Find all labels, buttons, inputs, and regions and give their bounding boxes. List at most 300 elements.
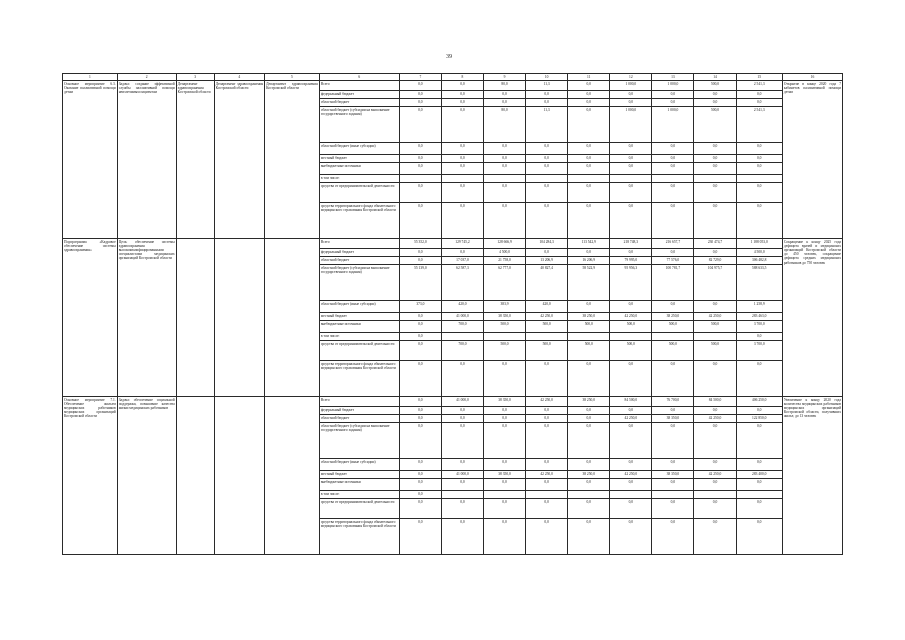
amount-cell: 0,0: [736, 459, 782, 471]
amount-cell: [694, 333, 736, 341]
amount-cell: 0,0: [652, 143, 694, 155]
amount-cell: 0,0: [441, 479, 483, 491]
amount-cell: 0,0: [736, 407, 782, 415]
funding-source-label: областной бюджет: [319, 415, 399, 423]
amount-cell: 0,0: [652, 301, 694, 313]
amount-cell: 0,0: [568, 519, 610, 555]
amount-cell: 0,0: [526, 479, 568, 491]
amount-cell: 0,0: [399, 499, 441, 519]
amount-cell: 0,0: [441, 459, 483, 471]
amount-cell: [526, 175, 568, 183]
amount-cell: 0,0: [694, 91, 736, 99]
amount-cell: [441, 175, 483, 183]
amount-cell: 0,0: [610, 143, 652, 155]
amount-cell: 0,0: [526, 91, 568, 99]
amount-cell: 0,0: [484, 519, 526, 555]
amount-cell: 0,0: [736, 99, 782, 107]
amount-cell: 0,0: [610, 407, 652, 415]
amount-cell: 420,0: [526, 301, 568, 313]
amount-cell: 0,0: [652, 407, 694, 415]
amount-cell: 0,0: [568, 143, 610, 155]
amount-cell: 104 975,7: [694, 265, 736, 301]
amount-cell: 0,0: [694, 361, 736, 397]
amount-cell: 0,0: [441, 407, 483, 415]
header-cell: 14: [694, 74, 736, 81]
amount-cell: 0,0: [568, 155, 610, 163]
amount-cell: 62 587,3: [441, 265, 483, 301]
amount-cell: 4 500,0: [736, 249, 782, 257]
amount-cell: 0,0: [399, 415, 441, 423]
amount-cell: 700,0: [441, 341, 483, 361]
funding-source-label: Всего: [319, 81, 399, 91]
amount-cell: 0,0: [399, 341, 441, 361]
amount-cell: 84 500,0: [610, 397, 652, 407]
amount-cell: 0,0: [526, 459, 568, 471]
funding-source-label: федеральный бюджет: [319, 249, 399, 257]
amount-cell: 700,0: [441, 321, 483, 333]
amount-cell: 0,0: [694, 519, 736, 555]
amount-cell: 82 729,0: [694, 257, 736, 265]
amount-cell: 0,0: [652, 91, 694, 99]
amount-cell: 0,0: [652, 479, 694, 491]
amount-cell: 13 206,9: [526, 257, 568, 265]
amount-cell: 588 633,5: [736, 265, 782, 301]
amount-cell: 0,0: [441, 163, 483, 175]
amount-cell: 0,0: [399, 99, 441, 107]
funding-source-label: средства от предпринимательской деятельности: [319, 341, 399, 361]
amount-cell: 0,0: [526, 143, 568, 155]
amount-cell: 0,0: [526, 407, 568, 415]
section-c5-cell: [265, 239, 320, 397]
amount-cell: 38 250,0: [568, 471, 610, 479]
funding-source-label: Всего: [319, 239, 399, 249]
amount-cell: 500,0: [484, 341, 526, 361]
amount-cell: 0,0: [441, 361, 483, 397]
amount-cell: 0,0: [526, 203, 568, 239]
amount-cell: 0,0: [694, 407, 736, 415]
amount-cell: 0,0: [399, 459, 441, 471]
amount-cell: 0,0: [441, 99, 483, 107]
funding-source-label: местный бюджет: [319, 471, 399, 479]
amount-cell: 100 781,7: [652, 265, 694, 301]
amount-cell: 62 777,0: [484, 265, 526, 301]
amount-cell: 0,0: [568, 91, 610, 99]
amount-cell: 500,0: [526, 321, 568, 333]
amount-cell: [694, 175, 736, 183]
amount-cell: 0,0: [610, 155, 652, 163]
amount-cell: [526, 491, 568, 499]
amount-cell: 0,0: [399, 397, 441, 407]
funding-source-label: федеральный бюджет: [319, 407, 399, 415]
amount-cell: 0,0: [652, 499, 694, 519]
expected-result-cell: Увеличение к концу 2020 года количества медицинских работников медицинских организаций Костромской области, получивших жилье, до 13 человек: [782, 397, 842, 555]
amount-cell: 0,0: [568, 459, 610, 471]
header-cell: 1: [63, 74, 118, 81]
section-c3-cell: [176, 239, 214, 397]
amount-cell: 122 850,0: [736, 415, 782, 423]
amount-cell: 0,0: [610, 203, 652, 239]
amount-cell: 42 250,0: [526, 313, 568, 321]
amount-cell: 0,0: [484, 459, 526, 471]
amount-cell: 42 250,0: [610, 471, 652, 479]
amount-cell: 0,0: [610, 183, 652, 203]
amount-cell: [652, 333, 694, 341]
amount-cell: 1 188 053,0: [736, 239, 782, 249]
amount-cell: 3 700,0: [736, 341, 782, 361]
amount-cell: 0,0: [484, 499, 526, 519]
amount-cell: 38 350,0: [652, 471, 694, 479]
amount-cell: [484, 333, 526, 341]
amount-cell: 2 541,3: [736, 107, 782, 143]
amount-cell: 0,0: [484, 203, 526, 239]
amount-cell: 406 250,0: [736, 397, 782, 407]
amount-cell: 38 350,0: [484, 313, 526, 321]
amount-cell: 0,0: [399, 423, 441, 459]
expected-result-cell: Сокращение к концу 2025 года дефицита врачей и медицинских организаций Костромской области до 450 человек, сокращение дефицита средних медицинских работников до 750 человек: [782, 239, 842, 397]
amount-cell: 0,0: [568, 99, 610, 107]
amount-cell: 0,0: [736, 519, 782, 555]
amount-cell: 55 352,0: [399, 239, 441, 249]
amount-cell: 1 000,0: [652, 107, 694, 143]
amount-cell: 0,0: [568, 415, 610, 423]
amount-cell: 0,0: [652, 249, 694, 257]
amount-cell: 0,0: [568, 407, 610, 415]
amount-cell: 41 000,0: [441, 471, 483, 479]
funding-source-label: областной бюджет (иные субсидии): [319, 301, 399, 313]
amount-cell: 0,0: [399, 249, 441, 257]
header-row: [63, 74, 843, 81]
amount-cell: 0,0: [526, 155, 568, 163]
amount-cell: 1 000,0: [610, 81, 652, 91]
header-cell: 16: [782, 74, 842, 81]
amount-cell: 306 482,8: [736, 257, 782, 265]
amount-cell: [568, 333, 610, 341]
amount-cell: 0,0: [652, 361, 694, 397]
funding-source-label: средства территориального фонда обязательного медицинского страхования Костромской области: [319, 361, 399, 397]
amount-cell: [399, 175, 441, 183]
amount-cell: 0,0: [736, 333, 782, 341]
amount-cell: 0,0: [568, 423, 610, 459]
amount-cell: 0,0: [610, 91, 652, 99]
amount-cell: 0,0: [441, 415, 483, 423]
section-c3-cell: Департамент здравоохранения Костромской области: [176, 81, 214, 239]
amount-cell: 0,0: [610, 499, 652, 519]
amount-cell: 76 700,0: [652, 397, 694, 407]
amount-cell: 1 258,9: [736, 301, 782, 313]
section-c1-cell: Подпрограмма «Кадровое обеспечение системы здравоохранения»: [63, 239, 118, 397]
amount-cell: 16 206,9: [568, 257, 610, 265]
amount-cell: 500,0: [694, 81, 736, 91]
funding-source-label: местный бюджет: [319, 313, 399, 321]
header-cell: 13: [652, 74, 694, 81]
section-c2-cell: Цель: обеспечение системы здравоохранения высококвалифицированными специалистами медицинских организаций Костромской области: [117, 239, 176, 397]
section-c1-cell: Основное мероприятие 6.3. Оказание паллиативной помощи детям: [63, 81, 118, 239]
amount-cell: 0,0: [526, 99, 568, 107]
section-c4-cell: [214, 239, 265, 397]
amount-cell: 0,0: [736, 143, 782, 155]
amount-cell: 113 542,9: [568, 239, 610, 249]
section-c1-cell: Основное мероприятие 7.1. Обеспечение жильем медицинских работников медицинских организаций Костромской области: [63, 397, 118, 555]
amount-cell: 42 250,0: [526, 397, 568, 407]
amount-cell: 500,0: [526, 341, 568, 361]
amount-cell: 0,0: [652, 183, 694, 203]
amount-cell: 0,0: [399, 361, 441, 397]
amount-cell: 0,0: [610, 519, 652, 555]
amount-cell: 0,0: [441, 155, 483, 163]
funding-source-label: в том числе:: [319, 175, 399, 183]
amount-cell: 0,0: [736, 183, 782, 203]
amount-cell: 0,0: [399, 183, 441, 203]
amount-cell: 0,0: [441, 423, 483, 459]
amount-cell: 0,0: [399, 155, 441, 163]
header-cell: 8: [441, 74, 483, 81]
amount-cell: 0,0: [694, 99, 736, 107]
amount-cell: 0,0: [610, 301, 652, 313]
amount-cell: 0,0: [441, 203, 483, 239]
amount-cell: [652, 491, 694, 499]
amount-cell: 0,0: [399, 333, 441, 341]
amount-cell: 11,3: [526, 107, 568, 143]
section-c2-cell: Задача: обеспечение социальной поддержки, повышение качества жизни медицинских работников: [117, 397, 176, 555]
amount-cell: 0,0: [484, 99, 526, 107]
header-cell: 4: [214, 74, 265, 81]
amount-cell: 42 250,0: [610, 415, 652, 423]
amount-cell: 0,0: [526, 519, 568, 555]
amount-cell: 0,0: [399, 321, 441, 333]
amount-cell: 0,0: [694, 479, 736, 491]
amount-cell: 0,0: [399, 163, 441, 175]
amount-cell: 0,0: [526, 183, 568, 203]
table-body: [63, 74, 843, 555]
funding-source-label: средства от предпринимательской деятельности: [319, 183, 399, 203]
amount-cell: 2 541,3: [736, 81, 782, 91]
amount-cell: 0,0: [484, 155, 526, 163]
amount-cell: 500,0: [568, 321, 610, 333]
amount-cell: 0,0: [484, 415, 526, 423]
amount-cell: 500,0: [694, 107, 736, 143]
amount-cell: 11,3: [526, 81, 568, 91]
amount-cell: 55 139,0: [399, 265, 441, 301]
amount-cell: 0,0: [526, 249, 568, 257]
amount-cell: 0,0: [441, 143, 483, 155]
amount-cell: 0,0: [736, 155, 782, 163]
amount-cell: 0,0: [526, 499, 568, 519]
amount-cell: 420,0: [441, 301, 483, 313]
funding-source-label: средства территориального фонда обязательного медицинского страхования Костромской области: [319, 203, 399, 239]
amount-cell: 38 250,0: [568, 397, 610, 407]
amount-cell: 0,0: [736, 479, 782, 491]
amount-cell: [441, 491, 483, 499]
amount-cell: 0,0: [441, 183, 483, 203]
amount-cell: 0,0: [568, 479, 610, 491]
header-cell: 9: [484, 74, 526, 81]
amount-cell: 0,0: [610, 479, 652, 491]
amount-cell: 500,0: [610, 341, 652, 361]
amount-cell: 0,0: [441, 519, 483, 555]
amount-cell: 0,0: [484, 423, 526, 459]
amount-cell: 500,0: [694, 341, 736, 361]
amount-cell: 0,0: [568, 163, 610, 175]
amount-cell: 0,0: [484, 407, 526, 415]
amount-cell: 0,0: [484, 91, 526, 99]
section-c5-cell: Департамент здравоохранения Костромской области: [265, 81, 320, 239]
amount-cell: 500,0: [568, 341, 610, 361]
amount-cell: 0,0: [694, 249, 736, 257]
funding-source-label: областной бюджет (субсидии на выполнение государственного задания): [319, 107, 399, 143]
amount-cell: 0,0: [736, 423, 782, 459]
amount-cell: 500,0: [652, 321, 694, 333]
amount-cell: [610, 175, 652, 183]
amount-cell: 79 995,0: [610, 257, 652, 265]
amount-cell: 129 745,2: [441, 239, 483, 249]
header-cell: 15: [736, 74, 782, 81]
amount-cell: 0,0: [652, 423, 694, 459]
amount-cell: 0,0: [484, 183, 526, 203]
amount-cell: 41 000,0: [441, 397, 483, 407]
amount-cell: 0,0: [568, 203, 610, 239]
funding-source-label: федеральный бюджет: [319, 91, 399, 99]
amount-cell: 0,0: [736, 499, 782, 519]
amount-cell: 0,0: [694, 163, 736, 175]
page-number: 39: [446, 54, 452, 60]
amount-cell: 0,0: [610, 361, 652, 397]
amount-cell: 0,0: [694, 155, 736, 163]
amount-cell: 283 463,0: [736, 313, 782, 321]
amount-cell: 58 522,9: [568, 265, 610, 301]
header-cell: 2: [117, 74, 176, 81]
funding-source-label: областной бюджет (субсидии на выполнение государственного задания): [319, 423, 399, 459]
amount-cell: 0,0: [694, 143, 736, 155]
amount-cell: 0,0: [526, 361, 568, 397]
amount-cell: 0,0: [568, 183, 610, 203]
amount-cell: 0,0: [441, 91, 483, 99]
amount-cell: [568, 491, 610, 499]
amount-cell: 0,0: [441, 107, 483, 143]
amount-cell: 0,0: [399, 203, 441, 239]
amount-cell: 0,0: [399, 257, 441, 265]
funding-source-label: областной бюджет (субсидии на выполнение государственного задания): [319, 265, 399, 301]
amount-cell: 0,0: [399, 491, 441, 499]
amount-cell: 0,0: [526, 163, 568, 175]
amount-cell: [484, 491, 526, 499]
amount-cell: 38 250,0: [652, 313, 694, 321]
amount-cell: 0,0: [399, 407, 441, 415]
funding-source-label: Всего: [319, 397, 399, 407]
amount-cell: 0,0: [399, 107, 441, 143]
amount-cell: 38 250,0: [568, 313, 610, 321]
amount-cell: 80,0: [484, 81, 526, 91]
amount-cell: 0,0: [568, 249, 610, 257]
amount-cell: 0,0: [399, 471, 441, 479]
section-c2-cell: Задача: создание эффективной службы паллиативной помощи неизлечимым пациентам: [117, 81, 176, 239]
section-c5-cell: [265, 397, 320, 555]
amount-cell: 0,0: [736, 361, 782, 397]
amount-cell: 38 350,0: [484, 397, 526, 407]
amount-cell: 0,0: [441, 499, 483, 519]
amount-cell: 218 748,3: [610, 239, 652, 249]
amount-cell: 0,0: [399, 313, 441, 321]
funding-source-label: в том числе:: [319, 333, 399, 341]
amount-cell: 0,0: [694, 183, 736, 203]
table-row: [63, 397, 843, 407]
amount-cell: 500,0: [610, 321, 652, 333]
amount-cell: 0,0: [484, 143, 526, 155]
amount-cell: 0,0: [484, 361, 526, 397]
amount-cell: 0,0: [568, 361, 610, 397]
amount-cell: 500,0: [484, 321, 526, 333]
header-cell: 10: [526, 74, 568, 81]
amount-cell: 40 827,4: [526, 265, 568, 301]
amount-cell: 21 758,0: [484, 257, 526, 265]
header-cell: 7: [399, 74, 441, 81]
amount-cell: 0,0: [736, 163, 782, 175]
amount-cell: [736, 175, 782, 183]
amount-cell: 0,0: [610, 163, 652, 175]
amount-cell: 0,0: [526, 423, 568, 459]
amount-cell: 0,0: [399, 91, 441, 99]
amount-cell: 0,0: [399, 479, 441, 491]
amount-cell: 283 400,0: [736, 471, 782, 479]
amount-cell: [484, 175, 526, 183]
amount-cell: 0,0: [399, 143, 441, 155]
amount-cell: 42 250,0: [694, 313, 736, 321]
amount-cell: 0,0: [568, 301, 610, 313]
amount-cell: 0,0: [484, 163, 526, 175]
amount-cell: [652, 175, 694, 183]
amount-cell: [568, 175, 610, 183]
amount-cell: 0,0: [694, 423, 736, 459]
table-row: [63, 81, 843, 91]
amount-cell: 4 500,0: [484, 249, 526, 257]
funding-source-label: местный бюджет: [319, 155, 399, 163]
amount-cell: 0,0: [399, 81, 441, 91]
funding-source-label: внебюджетные источники: [319, 163, 399, 175]
amount-cell: 0,0: [568, 81, 610, 91]
header-cell: 11: [568, 74, 610, 81]
amount-cell: [441, 333, 483, 341]
amount-cell: 0,0: [652, 99, 694, 107]
amount-cell: 0,0: [399, 519, 441, 555]
funding-source-label: средства от предпринимательской деятельности: [319, 499, 399, 519]
amount-cell: [526, 333, 568, 341]
funding-source-label: областной бюджет (иные субсидии): [319, 143, 399, 155]
amount-cell: 1 000,0: [652, 81, 694, 91]
expected-result-cell: Открытие в конце 2020 года 7 кабинетов паллиативной помощи детям: [782, 81, 842, 239]
funding-source-label: средства территориального фонда обязательного медицинского страхования Костромской области: [319, 519, 399, 555]
amount-cell: 0,0: [694, 499, 736, 519]
amount-cell: 0,0: [484, 479, 526, 491]
funding-source-label: внебюджетные источники: [319, 479, 399, 491]
amount-cell: 0,0: [568, 499, 610, 519]
amount-cell: 373,0: [399, 301, 441, 313]
header-cell: 12: [610, 74, 652, 81]
amount-cell: 0,0: [652, 519, 694, 555]
section-c3-cell: [176, 397, 214, 555]
amount-cell: 0,0: [694, 301, 736, 313]
amount-cell: 0,0: [652, 459, 694, 471]
amount-cell: 216 657,7: [652, 239, 694, 249]
amount-cell: 500,0: [694, 321, 736, 333]
budget-table: [62, 73, 843, 555]
amount-cell: 0,0: [694, 459, 736, 471]
amount-cell: 0,0: [652, 203, 694, 239]
section-c4-cell: [214, 397, 265, 555]
amount-cell: 128 666,9: [484, 239, 526, 249]
amount-cell: 84 500,0: [694, 397, 736, 407]
header-cell: 5: [265, 74, 320, 81]
amount-cell: 41 000,0: [441, 313, 483, 321]
amount-cell: 42 250,0: [526, 471, 568, 479]
